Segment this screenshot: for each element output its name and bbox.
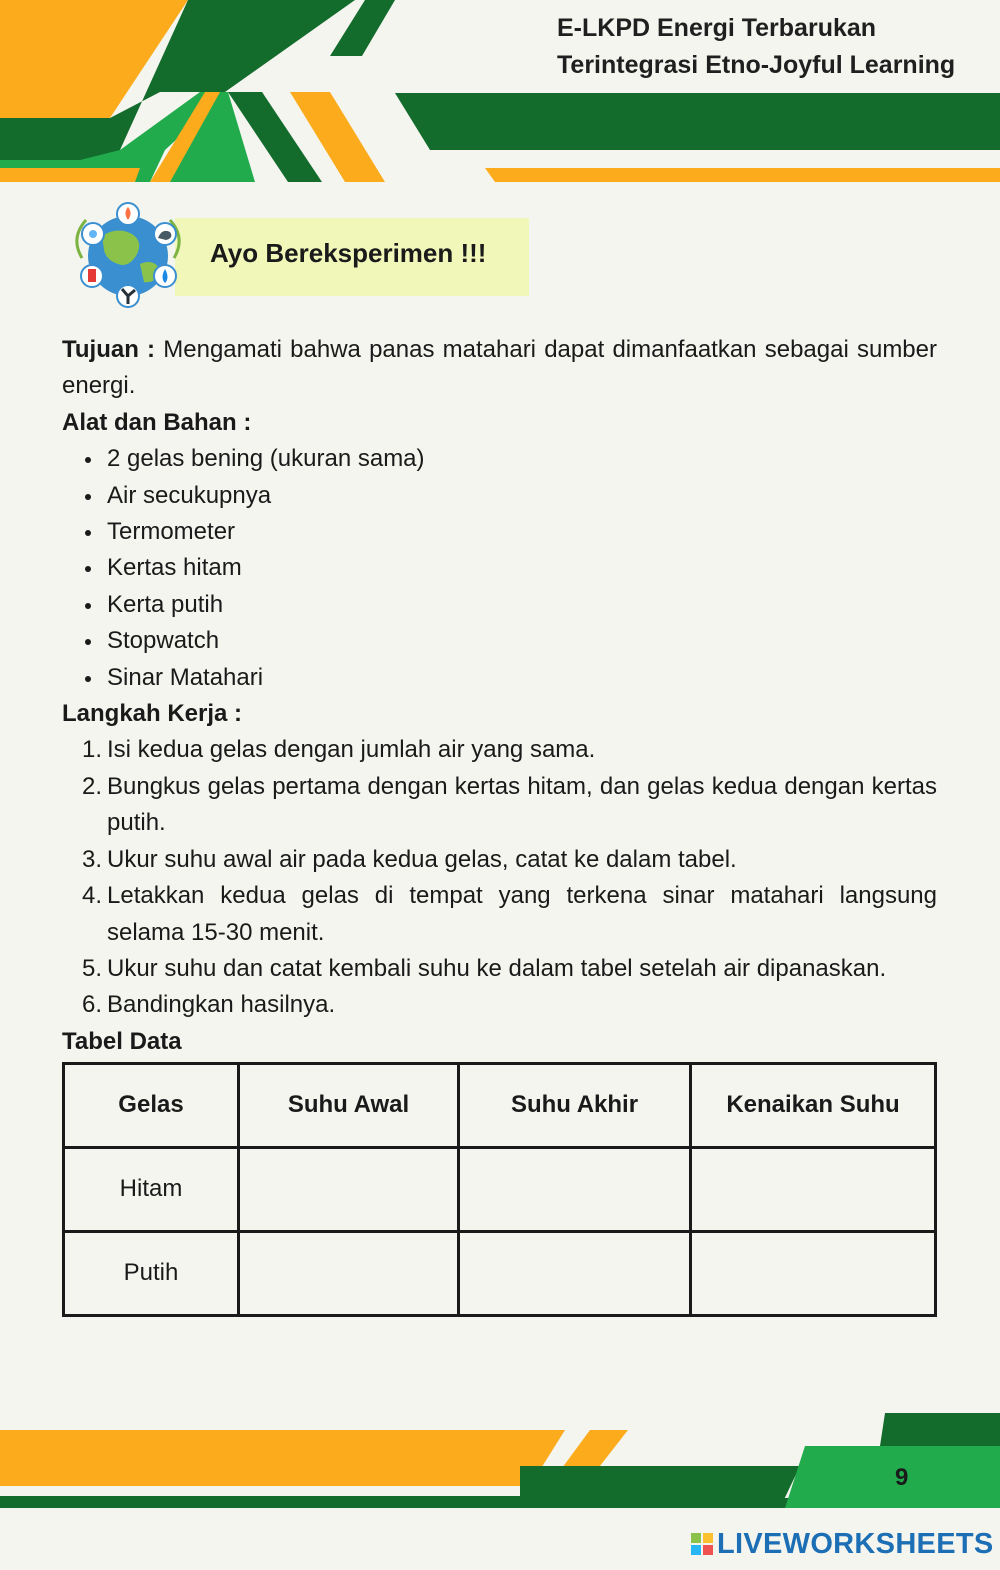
column-header: Kenaikan Suhu	[691, 1064, 936, 1148]
step-number: 5.	[82, 954, 103, 982]
list-item: Stopwatch	[82, 623, 937, 659]
column-header: Suhu Akhir	[459, 1064, 691, 1148]
step-item	[82, 769, 937, 842]
list-item: Termometer	[82, 514, 937, 550]
header-title-line2: Terintegrasi Etno-Joyful Learning	[557, 51, 956, 79]
step-number: 1.	[82, 736, 103, 764]
step-text: Bungkus gelas pertama dengan kertas hitam, dan gelas kedua dengan kertas putih.	[107, 772, 937, 837]
list-item: Sinar Matahari	[82, 660, 937, 696]
step-text: Ukur suhu awal air pada kedua gelas, catat ke dalam tabel.	[107, 845, 737, 873]
tujuan-label: Tujuan :	[62, 336, 156, 363]
table-cell-input[interactable]	[239, 1232, 459, 1316]
step-number: 6.	[82, 991, 103, 1019]
list-item: Kertas hitam	[82, 550, 937, 586]
tujuan-paragraph	[62, 332, 937, 405]
table-cell-input[interactable]	[239, 1148, 459, 1232]
step-number: 3.	[82, 845, 103, 873]
table-cell: Hitam	[64, 1148, 239, 1232]
step-item	[82, 842, 937, 878]
step-item	[82, 878, 937, 951]
langkah-list	[62, 732, 937, 1023]
brand-footer	[690, 1526, 994, 1562]
table-cell: Putih	[64, 1232, 239, 1316]
step-text: Ukur suhu dan catat kembali suhu ke dalam tabel setelah air dipanaskan.	[107, 954, 887, 982]
table-cell-input[interactable]	[691, 1148, 936, 1232]
step-number: 4.	[82, 882, 103, 910]
list-item: 2 gelas bening (ukuran sama)	[82, 441, 937, 477]
step-item	[82, 951, 937, 987]
header-title-line1: E-LKPD Energi Terbarukan	[557, 14, 877, 42]
langkah-label: Langkah Kerja :	[62, 700, 243, 728]
step-text: Isi kedua gelas dengan jumlah air yang sama.	[107, 736, 596, 764]
globe-energy-icon	[62, 198, 194, 310]
worksheet-content	[62, 332, 937, 1317]
brand-name[interactable]: LIVEWORKSHEETS	[717, 1527, 994, 1560]
table-cell-input[interactable]	[459, 1232, 691, 1316]
step-text: Letakkan kedua gelas di tempat yang terkena sinar matahari langsung selama 15-30 menit.	[107, 882, 937, 946]
header-title	[557, 10, 955, 84]
tujuan-text: Mengamati bahwa panas matahari dapat dimanfaatkan sebagai sumber energi.	[62, 336, 937, 400]
section-title: Ayo Bereksperimen !!!	[210, 238, 487, 268]
alat-label: Alat dan Bahan :	[62, 408, 252, 436]
table-label: Tabel Data	[62, 1027, 182, 1055]
column-header: Suhu Awal	[239, 1064, 459, 1148]
table-header-row	[64, 1064, 936, 1148]
table-cell-input[interactable]	[691, 1232, 936, 1316]
alat-list	[62, 441, 937, 696]
data-table	[62, 1062, 937, 1317]
step-item	[82, 987, 937, 1023]
table-row	[64, 1232, 936, 1316]
section-banner	[175, 218, 529, 296]
step-text: Bandingkan hasilnya.	[107, 991, 336, 1019]
table-row	[64, 1148, 936, 1232]
column-header: Gelas	[64, 1064, 239, 1148]
list-item: Kerta putih	[82, 587, 937, 623]
step-number: 2.	[82, 772, 103, 800]
list-item: Air secukupnya	[82, 478, 937, 514]
table-cell-input[interactable]	[459, 1148, 691, 1232]
footer-decoration	[0, 1410, 1000, 1510]
step-item	[82, 732, 937, 768]
liveworksheets-logo-icon	[690, 1532, 714, 1556]
page-number: 9	[895, 1464, 909, 1491]
